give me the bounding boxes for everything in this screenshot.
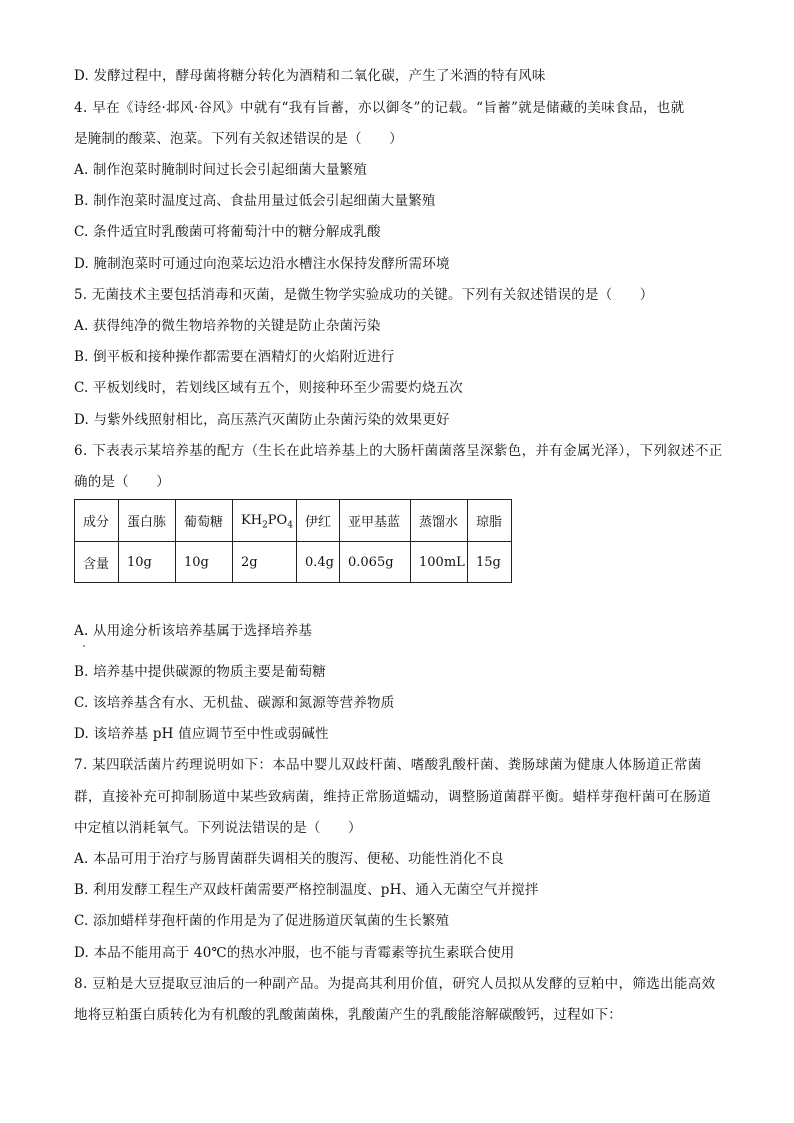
table-cell: 蛋白胨 <box>119 500 176 542</box>
medium-recipe-table <box>74 499 512 583</box>
table-cell: 0.4g <box>297 542 340 583</box>
table-cell: 琼脂 <box>468 500 512 542</box>
q7-option-c: C. 添加蜡样芽孢杆菌的作用是为了促进肠道厌氧菌的生长繁殖 <box>74 913 450 929</box>
q5-stem: 5. 无菌技术主要包括消毒和灭菌，是微生物学实验成功的关键。下列有关叙述错误的是（ ） <box>74 287 654 303</box>
q5-option-c: C. 平板划线时，若划线区域有五个，则接种环至少需要灼烧五次 <box>74 380 463 396</box>
q8-stem-line1: 8. 豆粕是大豆提取豆油后的一种副产品。为提高其利用价值，研究人员拟从发酵的豆粕中，筛选出能高效 <box>74 976 716 992</box>
q6-option-d: D. 该培养基 pH 值应调节至中性或弱碱性 <box>74 726 329 742</box>
q5-option-a: A. 获得纯净的微生物培养物的关键是防止杂菌污染 <box>74 318 381 334</box>
q7-stem-line3: 中定植以消耗氧气。下列说法错误的是（ ） <box>74 820 362 836</box>
q7-stem-line2: 群，直接补充可抑制肠道中某些致病菌，维持正常肠道蠕动，调整肠道菌群平衡。蜡样芽孢杆菌可在肠道 <box>74 789 712 805</box>
q6-stem-line1: 6. 下表表示某培养基的配方（生长在此培养基上的大肠杆菌菌落呈深紫色，并有金属光泽），下列叙述不正 <box>74 443 723 459</box>
table-row <box>75 542 512 583</box>
q4-option-d: D. 腌制泡菜时可通过向泡菜坛边沿水槽注水保持发酵所需环境 <box>74 256 450 272</box>
q4-stem-line1: 4. 早在《诗经·邶风·谷风》中就有“我有旨蓄，亦以御冬”的记载。“旨蓄”就是储藏的美味食品，也就 <box>74 100 685 116</box>
q4-option-a: A. 制作泡菜时腌制时间过长会引起细菌大量繁殖 <box>74 162 367 178</box>
table-header-row <box>75 500 512 542</box>
q8-stem-line2: 地将豆粕蛋白质转化为有机酸的乳酸菌菌株，乳酸菌产生的乳酸能溶解碳酸钙，过程如下： <box>74 1007 622 1023</box>
table-cell: 伊红 <box>297 500 340 542</box>
q5-option-b: B. 倒平板和接种操作都需要在酒精灯的火焰附近进行 <box>74 349 395 365</box>
q4-option-b: B. 制作泡菜时温度过高、食盐用量过低会引起细菌大量繁殖 <box>74 193 436 209</box>
q4-option-c: C. 条件适宜时乳酸菌可将葡萄汁中的糖分解成乳酸 <box>74 224 381 240</box>
table-cell: 0.065g <box>340 542 411 583</box>
q7-option-d: D. 本品不能用高于 40℃的热水冲服，也不能与青霉素等抗生素联合使用 <box>74 945 515 961</box>
table-cell: 2g <box>233 542 297 583</box>
q6-option-b: B. 培养基中提供碳源的物质主要是葡萄糖 <box>74 664 327 680</box>
table-cell: 葡萄糖 <box>176 500 233 542</box>
q6-stem-line2: 确的是（ ） <box>74 474 170 490</box>
q7-option-a: A. 本品可用于治疗与肠胃菌群失调相关的腹泻、便秘、功能性消化不良 <box>74 851 504 867</box>
table-cell: 成分 <box>75 500 119 542</box>
q6-option-a: A. 从用途分析该培养基属于选择培养基 <box>74 623 313 639</box>
q7-option-b: B. 利用发酵工程生产双歧杆菌需要严格控制温度、pH、通入无菌空气并搅拌 <box>74 882 539 898</box>
q3-option-d: D. 发酵过程中，酵母菌将糖分转化为酒精和二氧化碳，产生了米酒的特有风味 <box>74 68 546 84</box>
q7-stem-line1: 7. 某四联活菌片药理说明如下：本品中婴儿双歧杆菌、嗜酸乳酸杆菌、粪肠球菌为健康人体肠道正常菌 <box>74 757 702 773</box>
table-cell-kh2po4: $KH_2PO_4$ <box>233 500 297 542</box>
table-cell: 10g <box>176 542 233 583</box>
table-cell: 10g <box>119 542 176 583</box>
table-cell: 15g <box>468 542 512 583</box>
table-cell: 蒸馏水 <box>411 500 468 542</box>
q6-option-c: C. 该培养基含有水、无机盐、碳源和氮源等营养物质 <box>74 695 395 711</box>
table-cell: 亚甲基蓝 <box>340 500 411 542</box>
q4-stem-line2: 是腌制的酸菜、泡菜。下列有关叙述错误的是（ ） <box>74 131 403 147</box>
q5-option-d: D. 与紫外线照射相比，高压蒸汽灭菌防止杂菌污染的效果更好 <box>74 412 450 428</box>
table-cell: 含量 <box>75 542 119 583</box>
table-cell: 100mL <box>411 542 468 583</box>
stray-mark <box>83 645 85 647</box>
